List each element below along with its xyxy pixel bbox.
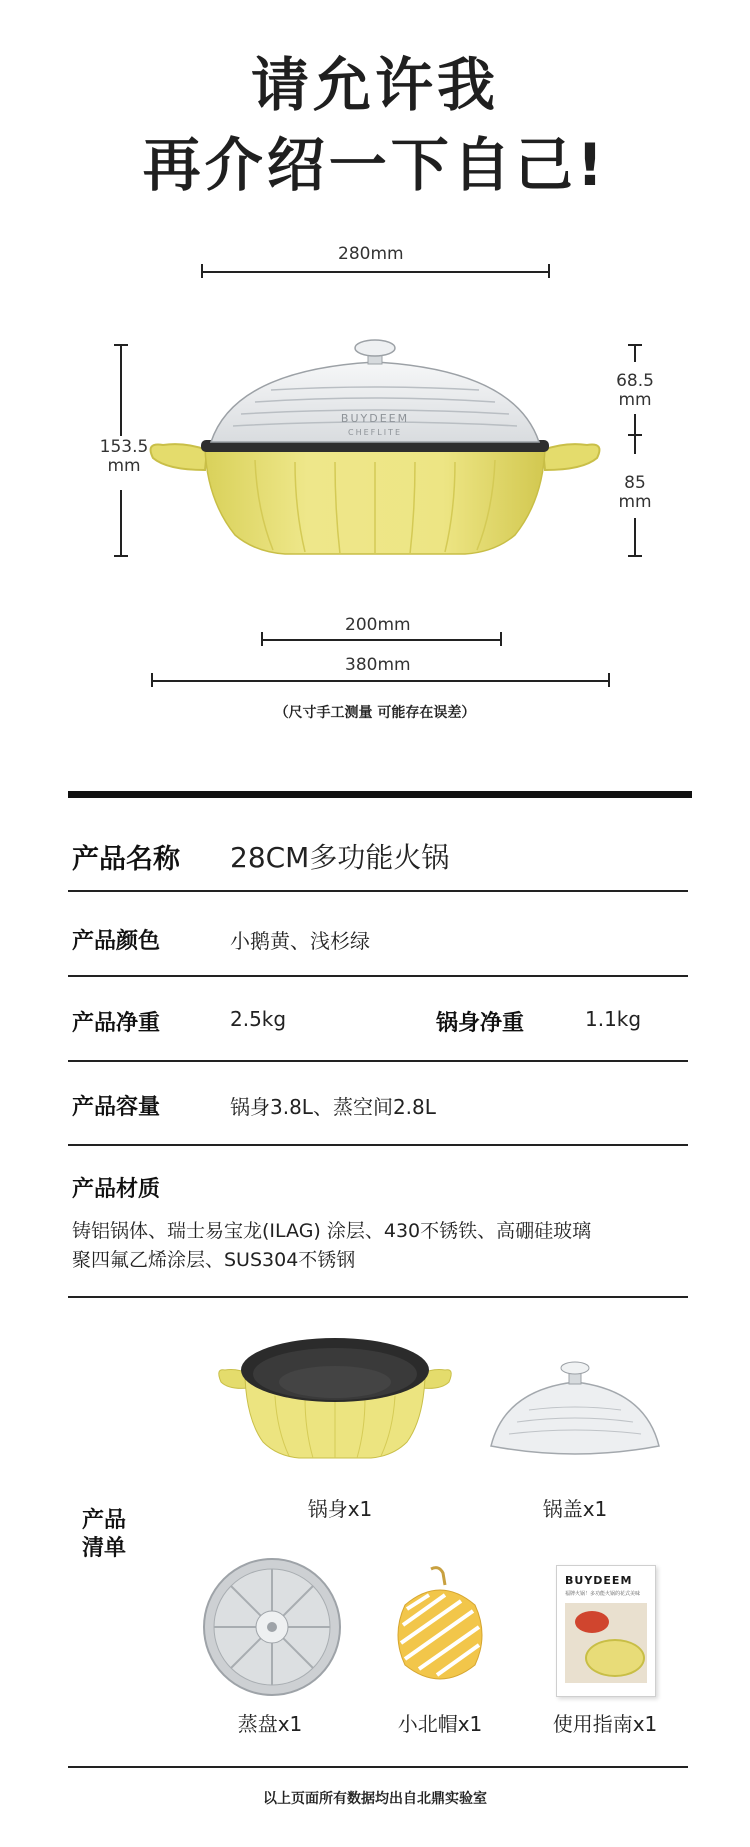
tick xyxy=(201,264,203,278)
tick xyxy=(500,632,502,646)
lid-brand-text: BUYDEEM xyxy=(340,412,410,425)
weight-label: 产品净重 xyxy=(72,1011,161,1036)
lid-image xyxy=(485,1350,665,1470)
pot-holder-image xyxy=(385,1565,495,1695)
lid-height-label: 68.5 mm xyxy=(616,371,654,410)
material-line2: 聚四氟乙烯涂层、SUS304不锈钢 xyxy=(72,1249,356,1271)
right-body-line xyxy=(634,518,636,556)
tick xyxy=(628,555,642,557)
material-line1: 铸铝锅体、瑞士易宝龙(ILAG) 涂层、430不锈铁、高硼硅玻璃 xyxy=(72,1220,592,1242)
overall-width-line xyxy=(152,680,610,682)
capacity-label: 产品容量 xyxy=(72,1095,161,1120)
overall-width-label: 380mm xyxy=(345,655,411,675)
footer-note: 以上页面所有数据均出自北鼎实验室 xyxy=(263,1791,487,1807)
guide-cover-photo xyxy=(565,1603,647,1683)
user-guide-image xyxy=(556,1565,656,1697)
color-value: 小鹅黄、浅杉绿 xyxy=(230,929,370,953)
bottom-width-line xyxy=(262,639,502,641)
pot-body-image xyxy=(215,1330,455,1465)
top-width-label: 280mm xyxy=(338,244,404,264)
tick xyxy=(548,264,550,278)
capacity-value: 锅身3.8L、蒸空间2.8L xyxy=(230,1095,436,1119)
caption-pot-body: 锅身x1 xyxy=(307,1497,373,1521)
total-height-label: 153.5 mm xyxy=(99,437,149,476)
row-divider xyxy=(68,1296,688,1298)
measurement-note: （尺寸手工测量 可能存在误差） xyxy=(274,705,476,721)
package-label-line2: 清单 xyxy=(82,1536,127,1561)
bottom-divider xyxy=(68,1766,688,1768)
left-height-line-top xyxy=(120,344,122,436)
body-weight-label: 锅身净重 xyxy=(436,1011,525,1036)
steamer-plate-image xyxy=(200,1555,345,1700)
package-label xyxy=(82,1507,126,1563)
caption-pot-holder: 小北帽x1 xyxy=(397,1712,483,1736)
left-height-line-bottom xyxy=(120,490,122,556)
guide-brand: BUYDEEM xyxy=(565,1574,633,1587)
material-label: 产品材质 xyxy=(72,1177,161,1202)
package-label-line1: 产品 xyxy=(82,1508,127,1533)
caption-steamer: 蒸盘x1 xyxy=(237,1712,303,1736)
pot-shape xyxy=(585,1639,645,1677)
guide-subtitle: 福牌火锅！多功能火锅的花式美味 xyxy=(565,1591,641,1597)
row-divider xyxy=(68,1144,688,1146)
color-label: 产品颜色 xyxy=(72,929,161,954)
headline-line2: 再介绍一下自己! xyxy=(142,131,608,199)
name-label: 产品名称 xyxy=(72,844,180,875)
row-divider xyxy=(68,890,688,892)
right-lid-line xyxy=(634,344,636,362)
tick xyxy=(151,673,153,687)
row-divider xyxy=(68,1060,688,1062)
body-height-label: 85 mm xyxy=(618,473,652,512)
tick xyxy=(608,673,610,687)
hotpot-illustration xyxy=(145,330,605,570)
spec-top-bar xyxy=(68,791,692,798)
name-value: 28CM多功能火锅 xyxy=(230,841,450,874)
body-weight-value: 1.1kg xyxy=(585,1007,642,1031)
tick xyxy=(628,434,642,436)
caption-lid: 锅盖x1 xyxy=(542,1497,608,1521)
caption-guide: 使用指南x1 xyxy=(552,1712,658,1736)
tick xyxy=(114,555,128,557)
tick xyxy=(261,632,263,646)
top-width-line xyxy=(202,271,550,273)
row-divider xyxy=(68,975,688,977)
weight-value: 2.5kg xyxy=(230,1007,287,1031)
food-dish-shape xyxy=(575,1611,609,1633)
lid-sub-text: CHEFLITE xyxy=(347,428,403,437)
bottom-width-label: 200mm xyxy=(345,615,411,635)
headline-line1: 请允许我 xyxy=(250,51,499,119)
